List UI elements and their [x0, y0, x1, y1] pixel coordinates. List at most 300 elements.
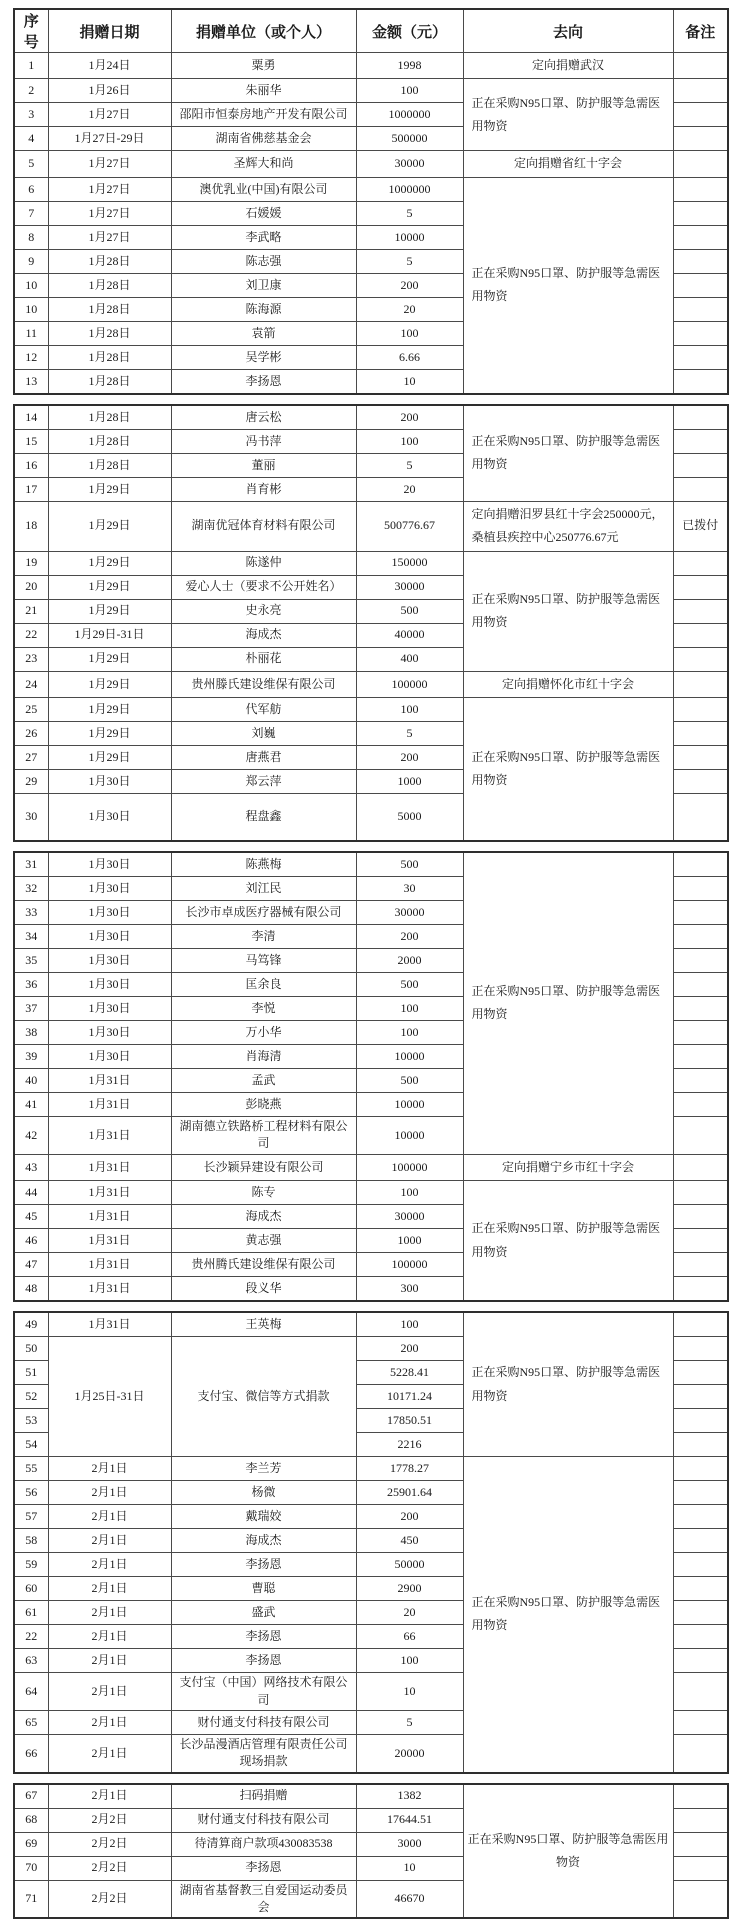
table-row — [14, 1312, 728, 1337]
cell-note — [673, 948, 728, 972]
column-header-no: 序号 — [14, 9, 48, 53]
cell-dest: 正在采购N95口罩、防护服等急需医用物资 — [463, 852, 673, 1154]
cell-amount: 100 — [356, 429, 463, 453]
cell-name: 陈燕梅 — [171, 852, 356, 877]
cell-date: 1月27日 — [48, 103, 171, 127]
cell-note — [673, 1832, 728, 1856]
cell-note — [673, 79, 728, 103]
cell-no: 18 — [14, 501, 48, 551]
cell-no: 64 — [14, 1673, 48, 1711]
column-header-date: 捐赠日期 — [48, 9, 171, 53]
cell-date: 1月30日 — [48, 852, 171, 877]
cell-name: 黄志强 — [171, 1229, 356, 1253]
cell-name: 贵州滕氏建设维保有限公司 — [171, 671, 356, 697]
cell-note — [673, 575, 728, 599]
cell-note — [673, 623, 728, 647]
cell-date: 1月28日 — [48, 273, 171, 297]
cell-date: 1月29日 — [48, 477, 171, 501]
cell-amount: 40000 — [356, 623, 463, 647]
cell-no: 12 — [14, 345, 48, 369]
cell-note — [673, 1181, 728, 1205]
cell-amount: 5 — [356, 453, 463, 477]
cell-name: 郑云萍 — [171, 769, 356, 793]
cell-amount: 300 — [356, 1277, 463, 1302]
cell-date: 1月30日 — [48, 1020, 171, 1044]
cell-date: 1月28日 — [48, 321, 171, 345]
donation-table-section-1 — [13, 8, 729, 395]
cell-amount: 10000 — [356, 1116, 463, 1154]
cell-name: 粟勇 — [171, 53, 356, 79]
cell-date: 1月31日 — [48, 1312, 171, 1337]
cell-name: 湖南省基督教三自爱国运动委员会 — [171, 1880, 356, 1918]
cell-amount: 50000 — [356, 1553, 463, 1577]
cell-dest: 正在采购N95口罩、防护服等急需医用物资 — [463, 1181, 673, 1302]
cell-amount: 100 — [356, 1020, 463, 1044]
cell-name: 王英梅 — [171, 1312, 356, 1337]
cell-note — [673, 1808, 728, 1832]
cell-note — [673, 924, 728, 948]
cell-no: 3 — [14, 103, 48, 127]
cell-name: 陈海源 — [171, 297, 356, 321]
cell-date: 1月28日 — [48, 369, 171, 394]
cell-date: 2月1日 — [48, 1553, 171, 1577]
cell-amount: 200 — [356, 405, 463, 430]
cell-date: 2月1日 — [48, 1649, 171, 1673]
cell-note — [673, 793, 728, 841]
cell-note — [673, 1433, 728, 1457]
cell-date: 1月31日 — [48, 1253, 171, 1277]
cell-dest: 正在采购N95口罩、防护服等急需医用物资 — [463, 405, 673, 502]
cell-date: 1月30日 — [48, 900, 171, 924]
cell-name: 财付通支付科技有限公司 — [171, 1808, 356, 1832]
cell-no: 46 — [14, 1229, 48, 1253]
cell-note — [673, 1312, 728, 1337]
cell-date: 1月29日 — [48, 745, 171, 769]
cell-name: 陈专 — [171, 1181, 356, 1205]
cell-no: 69 — [14, 1832, 48, 1856]
cell-date: 1月31日 — [48, 1277, 171, 1302]
cell-note — [673, 996, 728, 1020]
cell-note — [673, 1337, 728, 1361]
cell-amount: 10 — [356, 1856, 463, 1880]
cell-no: 68 — [14, 1808, 48, 1832]
donation-table-section-3 — [13, 851, 729, 1302]
cell-date: 1月28日 — [48, 429, 171, 453]
cell-note — [673, 1673, 728, 1711]
cell-date: 1月25日-31日 — [48, 1337, 171, 1457]
cell-note — [673, 405, 728, 430]
cell-dest: 定向捐赠宁乡市红十字会 — [463, 1154, 673, 1180]
cell-date: 1月29日 — [48, 501, 171, 551]
cell-note — [673, 201, 728, 225]
cell-no: 38 — [14, 1020, 48, 1044]
cell-name: 圣辉大和尚 — [171, 151, 356, 177]
cell-date: 1月30日 — [48, 769, 171, 793]
cell-name: 袁箭 — [171, 321, 356, 345]
cell-note — [673, 1277, 728, 1302]
cell-no: 54 — [14, 1433, 48, 1457]
cell-no: 67 — [14, 1784, 48, 1809]
cell-note — [673, 1229, 728, 1253]
cell-note — [673, 1856, 728, 1880]
cell-amount: 2000 — [356, 948, 463, 972]
cell-name: 程盘鑫 — [171, 793, 356, 841]
cell-note — [673, 1649, 728, 1673]
cell-date: 2月2日 — [48, 1880, 171, 1918]
cell-amount: 2216 — [356, 1433, 463, 1457]
cell-date: 2月1日 — [48, 1529, 171, 1553]
cell-date: 1月24日 — [48, 53, 171, 79]
cell-note — [673, 249, 728, 273]
cell-amount: 1000000 — [356, 103, 463, 127]
cell-no: 32 — [14, 876, 48, 900]
cell-amount: 100000 — [356, 1253, 463, 1277]
cell-note — [673, 1205, 728, 1229]
cell-date: 2月1日 — [48, 1505, 171, 1529]
cell-amount: 20 — [356, 297, 463, 321]
cell-amount: 5 — [356, 201, 463, 225]
cell-dest: 正在采购N95口罩、防护服等急需医用物资 — [463, 1784, 673, 1919]
cell-note — [673, 647, 728, 671]
cell-note — [673, 697, 728, 721]
cell-no: 36 — [14, 972, 48, 996]
cell-no: 21 — [14, 599, 48, 623]
cell-date: 2月1日 — [48, 1457, 171, 1481]
cell-name: 陈志强 — [171, 249, 356, 273]
cell-no: 52 — [14, 1385, 48, 1409]
cell-no: 53 — [14, 1409, 48, 1433]
cell-amount: 1000 — [356, 1229, 463, 1253]
table-row — [14, 671, 728, 697]
cell-no: 57 — [14, 1505, 48, 1529]
cell-name: 杨微 — [171, 1481, 356, 1505]
cell-amount: 10000 — [356, 225, 463, 249]
cell-note — [673, 127, 728, 151]
cell-name: 孟武 — [171, 1068, 356, 1092]
cell-no: 2 — [14, 79, 48, 103]
cell-name: 邵阳市恒泰房地产开发有限公司 — [171, 103, 356, 127]
cell-name: 李兰芳 — [171, 1457, 356, 1481]
cell-date: 1月27日 — [48, 201, 171, 225]
cell-name: 海成杰 — [171, 1529, 356, 1553]
cell-no: 23 — [14, 647, 48, 671]
cell-no: 29 — [14, 769, 48, 793]
cell-no: 42 — [14, 1116, 48, 1154]
cell-date: 1月29日 — [48, 575, 171, 599]
cell-name: 李清 — [171, 924, 356, 948]
cell-amount: 200 — [356, 1337, 463, 1361]
cell-amount: 100000 — [356, 1154, 463, 1180]
cell-no: 58 — [14, 1529, 48, 1553]
cell-note — [673, 1734, 728, 1772]
cell-no: 26 — [14, 721, 48, 745]
table-row — [14, 852, 728, 877]
cell-no: 10 — [14, 273, 48, 297]
cell-no: 43 — [14, 1154, 48, 1180]
cell-note — [673, 1068, 728, 1092]
cell-note — [673, 345, 728, 369]
cell-name: 匡余良 — [171, 972, 356, 996]
cell-name: 海成杰 — [171, 623, 356, 647]
cell-amount: 450 — [356, 1529, 463, 1553]
cell-no: 22 — [14, 623, 48, 647]
cell-note — [673, 103, 728, 127]
cell-no: 1 — [14, 53, 48, 79]
cell-note — [673, 745, 728, 769]
cell-amount: 150000 — [356, 551, 463, 575]
cell-note — [673, 53, 728, 79]
cell-date: 2月1日 — [48, 1481, 171, 1505]
cell-note — [673, 1409, 728, 1433]
cell-note — [673, 321, 728, 345]
cell-amount: 500776.67 — [356, 501, 463, 551]
cell-name: 李扬恩 — [171, 1649, 356, 1673]
cell-amount: 10 — [356, 1673, 463, 1711]
cell-amount: 100000 — [356, 671, 463, 697]
cell-amount: 100 — [356, 996, 463, 1020]
cell-name: 刘江民 — [171, 876, 356, 900]
cell-no: 4 — [14, 127, 48, 151]
cell-dest: 正在采购N95口罩、防护服等急需医用物资 — [463, 79, 673, 151]
cell-date: 1月30日 — [48, 876, 171, 900]
cell-name: 曹聪 — [171, 1577, 356, 1601]
cell-amount: 46670 — [356, 1880, 463, 1918]
cell-dest: 正在采购N95口罩、防护服等急需医用物资 — [463, 1312, 673, 1457]
cell-date: 2月1日 — [48, 1710, 171, 1734]
cell-no: 65 — [14, 1710, 48, 1734]
cell-name: 长沙颖异建设有限公司 — [171, 1154, 356, 1180]
cell-no: 41 — [14, 1092, 48, 1116]
column-header-dest: 去向 — [463, 9, 673, 53]
cell-no: 60 — [14, 1577, 48, 1601]
cell-amount: 66 — [356, 1625, 463, 1649]
cell-note — [673, 1457, 728, 1481]
cell-date: 1月29日 — [48, 551, 171, 575]
table-row — [14, 551, 728, 575]
cell-note — [673, 1880, 728, 1918]
cell-name: 戴瑞姣 — [171, 1505, 356, 1529]
cell-date: 1月27日 — [48, 151, 171, 177]
cell-date: 1月29日 — [48, 671, 171, 697]
cell-date: 1月31日 — [48, 1205, 171, 1229]
cell-no: 71 — [14, 1880, 48, 1918]
cell-no: 63 — [14, 1649, 48, 1673]
cell-dest: 定向捐赠怀化市红十字会 — [463, 671, 673, 697]
cell-name: 财付通支付科技有限公司 — [171, 1710, 356, 1734]
column-header-name: 捐赠单位（或个人） — [171, 9, 356, 53]
cell-no: 44 — [14, 1181, 48, 1205]
cell-dest: 正在采购N95口罩、防护服等急需医用物资 — [463, 697, 673, 841]
cell-name: 澳优乳业(中国)有限公司 — [171, 177, 356, 201]
cell-note — [673, 477, 728, 501]
cell-amount: 10 — [356, 369, 463, 394]
cell-date: 1月31日 — [48, 1181, 171, 1205]
cell-no: 45 — [14, 1205, 48, 1229]
cell-no: 61 — [14, 1601, 48, 1625]
cell-date: 1月30日 — [48, 924, 171, 948]
cell-date: 1月30日 — [48, 948, 171, 972]
table-row — [14, 1181, 728, 1205]
cell-no: 9 — [14, 249, 48, 273]
cell-name: 代军舫 — [171, 697, 356, 721]
cell-amount: 6.66 — [356, 345, 463, 369]
cell-no: 40 — [14, 1068, 48, 1092]
donation-table-section-5 — [13, 1783, 729, 1920]
cell-no: 10 — [14, 297, 48, 321]
cell-note — [673, 1361, 728, 1385]
cell-name: 石媛媛 — [171, 201, 356, 225]
cell-no: 20 — [14, 575, 48, 599]
cell-date: 2月1日 — [48, 1784, 171, 1809]
cell-name: 湖南德立铁路桥工程材料有限公司 — [171, 1116, 356, 1154]
cell-no: 37 — [14, 996, 48, 1020]
cell-no: 27 — [14, 745, 48, 769]
cell-name: 爱心人士（要求不公开姓名） — [171, 575, 356, 599]
cell-note — [673, 297, 728, 321]
cell-name: 贵州腾氏建设维保有限公司 — [171, 1253, 356, 1277]
cell-date: 1月28日 — [48, 345, 171, 369]
cell-note — [673, 852, 728, 877]
cell-note — [673, 429, 728, 453]
cell-amount: 1382 — [356, 1784, 463, 1809]
cell-no: 50 — [14, 1337, 48, 1361]
cell-no: 13 — [14, 369, 48, 394]
cell-no: 8 — [14, 225, 48, 249]
cell-amount: 5 — [356, 1710, 463, 1734]
cell-date: 2月2日 — [48, 1856, 171, 1880]
cell-name: 董丽 — [171, 453, 356, 477]
cell-date: 1月28日 — [48, 249, 171, 273]
cell-date: 1月31日 — [48, 1116, 171, 1154]
cell-note — [673, 1601, 728, 1625]
cell-note — [673, 1784, 728, 1809]
cell-note — [673, 1505, 728, 1529]
cell-amount: 5228.41 — [356, 1361, 463, 1385]
cell-no: 49 — [14, 1312, 48, 1337]
cell-amount: 5 — [356, 721, 463, 745]
donation-table-section-2 — [13, 404, 729, 842]
table-row — [14, 53, 728, 79]
cell-date: 1月27日 — [48, 225, 171, 249]
cell-note — [673, 599, 728, 623]
table-row — [14, 1457, 728, 1481]
cell-date: 1月28日 — [48, 297, 171, 321]
cell-amount: 1000 — [356, 769, 463, 793]
cell-name: 唐云松 — [171, 405, 356, 430]
cell-name: 朴丽花 — [171, 647, 356, 671]
cell-date: 1月30日 — [48, 793, 171, 841]
cell-name: 李扬恩 — [171, 1856, 356, 1880]
table-row — [14, 177, 728, 201]
cell-date: 1月27日-29日 — [48, 127, 171, 151]
cell-name: 盛武 — [171, 1601, 356, 1625]
cell-note — [673, 151, 728, 177]
cell-note — [673, 1529, 728, 1553]
cell-date: 1月30日 — [48, 996, 171, 1020]
cell-no: 31 — [14, 852, 48, 877]
cell-date: 1月29日 — [48, 697, 171, 721]
cell-no: 19 — [14, 551, 48, 575]
cell-date: 1月31日 — [48, 1068, 171, 1092]
cell-no: 51 — [14, 1361, 48, 1385]
cell-amount: 17644.51 — [356, 1808, 463, 1832]
cell-note — [673, 1116, 728, 1154]
cell-name: 支付宝（中国）网络技术有限公司 — [171, 1673, 356, 1711]
cell-no: 35 — [14, 948, 48, 972]
cell-name: 肖育彬 — [171, 477, 356, 501]
cell-date: 1月31日 — [48, 1154, 171, 1180]
cell-dest: 正在采购N95口罩、防护服等急需医用物资 — [463, 1457, 673, 1773]
cell-name: 段义华 — [171, 1277, 356, 1302]
cell-note — [673, 177, 728, 201]
cell-name: 肖海清 — [171, 1044, 356, 1068]
cell-name: 彭晓燕 — [171, 1092, 356, 1116]
cell-no: 6 — [14, 177, 48, 201]
cell-note — [673, 1385, 728, 1409]
cell-no: 15 — [14, 429, 48, 453]
cell-name: 唐燕君 — [171, 745, 356, 769]
cell-date: 1月27日 — [48, 177, 171, 201]
cell-name: 冯书萍 — [171, 429, 356, 453]
cell-name: 李扬恩 — [171, 369, 356, 394]
cell-amount: 10000 — [356, 1092, 463, 1116]
cell-amount: 20000 — [356, 1734, 463, 1772]
cell-amount: 30000 — [356, 900, 463, 924]
cell-no: 5 — [14, 151, 48, 177]
table-row — [14, 79, 728, 103]
cell-date: 1月29日-31日 — [48, 623, 171, 647]
cell-amount: 500 — [356, 599, 463, 623]
cell-name: 扫码捐赠 — [171, 1784, 356, 1809]
table-row — [14, 151, 728, 177]
cell-dest: 定向捐赠汨罗县红十字会250000元，桑植县疾控中心250776.67元 — [463, 501, 673, 551]
cell-note — [673, 551, 728, 575]
cell-date: 1月30日 — [48, 972, 171, 996]
cell-dest: 定向捐赠省红十字会 — [463, 151, 673, 177]
cell-name: 李武略 — [171, 225, 356, 249]
cell-name: 吴学彬 — [171, 345, 356, 369]
column-header-note: 备注 — [673, 9, 728, 53]
cell-amount: 100 — [356, 1649, 463, 1673]
cell-name: 湖南优冠体育材料有限公司 — [171, 501, 356, 551]
cell-no: 16 — [14, 453, 48, 477]
cell-note — [673, 1044, 728, 1068]
table-row — [14, 1784, 728, 1809]
cell-name: 湖南省佛慈基金会 — [171, 127, 356, 151]
cell-no: 33 — [14, 900, 48, 924]
cell-name: 支付宝、微信等方式捐款 — [171, 1337, 356, 1457]
cell-name: 长沙品漫酒店管理有限责任公司现场捐款 — [171, 1734, 356, 1772]
cell-note — [673, 225, 728, 249]
cell-note — [673, 721, 728, 745]
cell-no: 17 — [14, 477, 48, 501]
cell-amount: 200 — [356, 273, 463, 297]
cell-no: 24 — [14, 671, 48, 697]
cell-amount: 10000 — [356, 1044, 463, 1068]
cell-name: 李扬恩 — [171, 1625, 356, 1649]
cell-date: 2月2日 — [48, 1808, 171, 1832]
cell-dest: 正在采购N95口罩、防护服等急需医用物资 — [463, 551, 673, 671]
donation-table-section-4 — [13, 1311, 729, 1774]
cell-amount: 1778.27 — [356, 1457, 463, 1481]
cell-name: 刘卫康 — [171, 273, 356, 297]
cell-no: 66 — [14, 1734, 48, 1772]
cell-name: 史永亮 — [171, 599, 356, 623]
cell-date: 2月1日 — [48, 1601, 171, 1625]
cell-note — [673, 369, 728, 394]
cell-no: 30 — [14, 793, 48, 841]
cell-date: 1月31日 — [48, 1092, 171, 1116]
